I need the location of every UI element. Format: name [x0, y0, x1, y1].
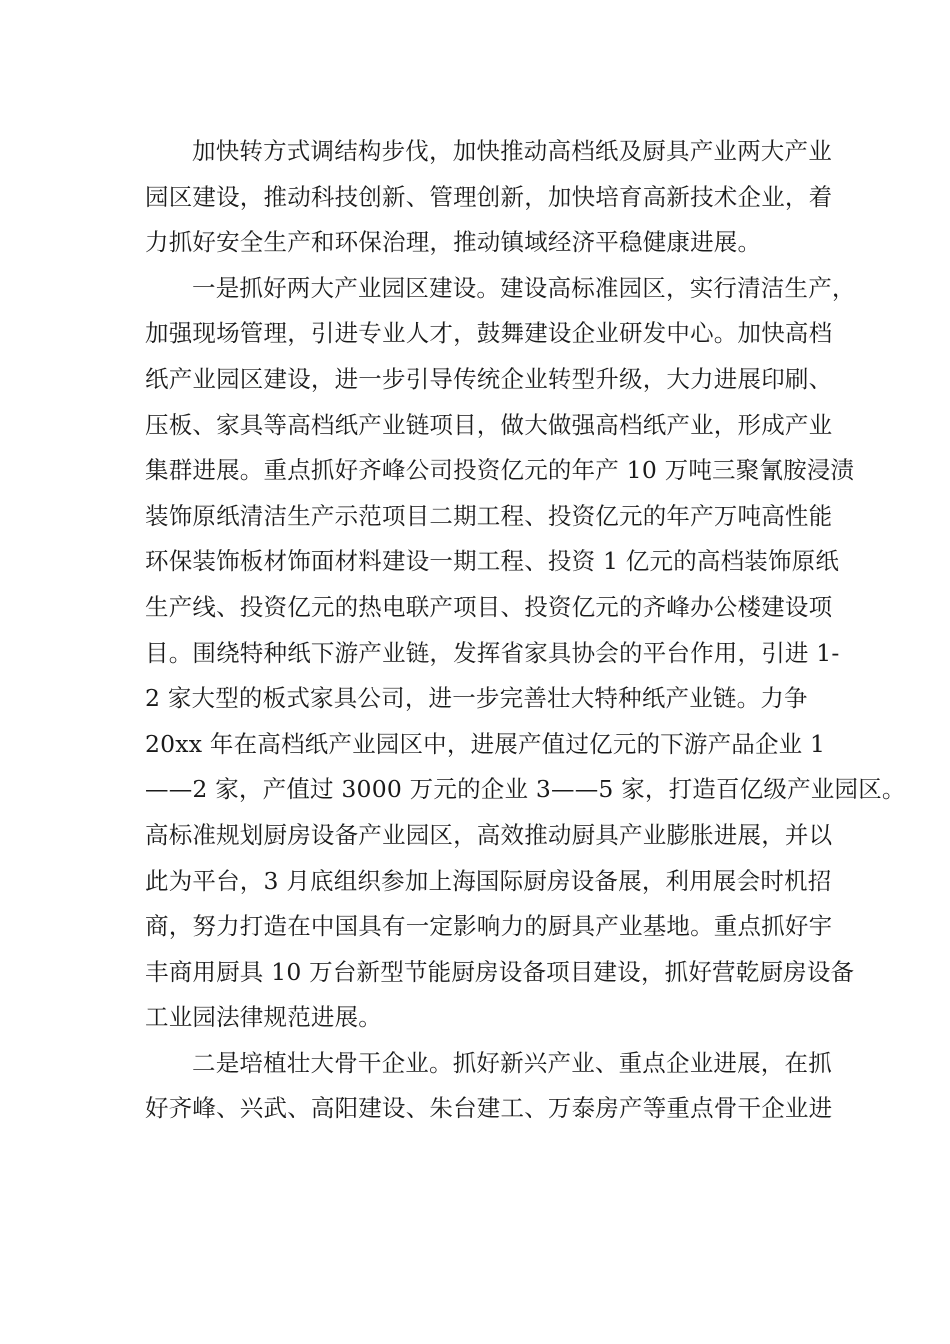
- text-line: 商，努力打造在中国具有一定影响力的厨具产业基地。重点抓好宇: [145, 912, 833, 941]
- text-line: 2 家大型的板式家具公司，进一步完善壮大特种纸产业链。力争: [145, 684, 808, 713]
- paragraph-point-two: [145, 1041, 833, 1132]
- text-line: 20xx 年在高档纸产业园区中，进展产值过亿元的下游产品企业 1: [145, 729, 826, 758]
- text-line: 装饰原纸清洁生产示范项目二期工程、投资亿元的年产万吨高性能: [145, 501, 833, 530]
- text-line: 园区建设，推动科技创新、管理创新，加快培育高新技术企业，着: [145, 182, 833, 211]
- text-line: 集群进展。重点抓好齐峰公司投资亿元的年产 10 万吨三聚氰胺浸渍: [145, 456, 855, 485]
- text-line: 高标准规划厨房设备产业园区，高效推动厨具产业膨胀进展，并以: [145, 820, 833, 849]
- text-line: 目。围绕特种纸下游产业链，发挥省家具协会的平台作用，引进 1-: [145, 638, 840, 667]
- text-line: 加强现场管理，引进专业人才，鼓舞建设企业研发中心。加快高档: [145, 319, 833, 348]
- text-line: 力抓好安全生产和环保治理，推动镇域经济平稳健康进展。: [145, 228, 762, 257]
- text-line: ——2 家，产值过 3000 万元的企业 3——5 家，打造百亿级产业园区。: [145, 775, 906, 804]
- text-line: 工业园法律规范进展。: [145, 1003, 382, 1032]
- text-line: 好齐峰、兴武、高阳建设、朱台建工、万泰房产等重点骨干企业进: [145, 1094, 833, 1123]
- paragraph-intro: [145, 129, 833, 266]
- text-line: 压板、家具等高档纸产业链项目，做大做强高档纸产业，形成产业: [145, 410, 833, 439]
- text-line: 加快转方式调结构步伐，加快推动高档纸及厨具产业两大产业: [192, 137, 832, 165]
- text-line: 环保装饰板材饰面材料建设一期工程、投资 1 亿元的高档装饰原纸: [145, 547, 840, 576]
- text-line: 纸产业园区建设，进一步引导传统企业转型升级，大力进展印刷、: [145, 364, 833, 393]
- text-line: 丰商用厨具 10 万台新型节能厨房设备项目建设，抓好营乾厨房设备: [145, 957, 855, 986]
- text-line: 生产线、投资亿元的热电联产项目、投资亿元的齐峰办公楼建设项: [145, 592, 833, 621]
- text-line: 此为平台，3 月底组织参加上海国际厨房设备展，利用展会时机招: [145, 866, 832, 895]
- document-body: [145, 129, 906, 1132]
- paragraph-point-one: [145, 266, 906, 1041]
- text-line: 一是抓好两大产业园区建设。建设高标准园区，实行清洁生产，: [192, 273, 856, 302]
- text-line: 二是培植壮大骨干企业。抓好新兴产业、重点企业进展，在抓: [192, 1048, 832, 1077]
